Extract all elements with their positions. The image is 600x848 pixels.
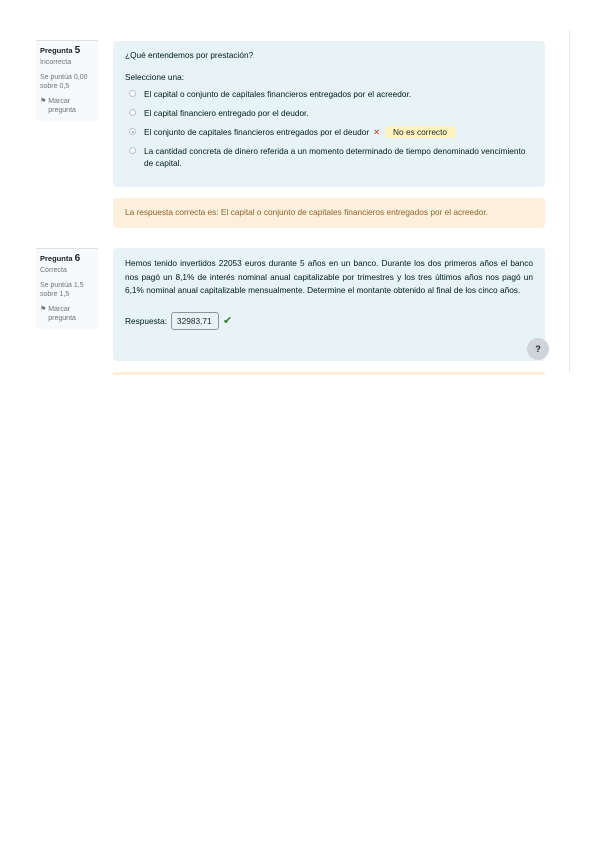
question-number-value: 6 [74,253,81,264]
answer-prompt: Seleccione una: [125,72,185,82]
correct-check-icon: ✔ [222,315,233,327]
answer-row [125,312,533,330]
flag-question-label: Marcar pregunta [48,306,76,322]
incorrect-icon: ✕ [373,127,381,137]
right-answer-text: La respuesta correcta es: El capital o conjunto de capitales financieros entregados por el acreedor. [125,207,488,217]
option-label: El capital financiero entregado por el deudor. [144,108,309,118]
answer-label: Respuesta: [125,315,167,326]
question-text: ¿Qué entendemos por prestación? [125,50,254,60]
question-6-formulation [113,248,545,361]
question-grade: Se puntúa 1,5 sobre 1,5 [40,282,84,298]
question-5-info [36,40,98,121]
answer-option-c[interactable] [129,126,533,138]
question-state: Correcta [40,267,67,274]
radio-button[interactable] [129,109,136,116]
flag-question-link[interactable] [40,97,95,115]
next-feedback-strip [113,372,545,375]
question-icon: ? [535,344,541,354]
question-state: Incorrecta [40,59,72,66]
answer-option-d[interactable] [129,145,533,169]
option-label: El capital o conjunto de capitales financieros entregados por el acreedor. [144,89,412,99]
answer-input[interactable] [171,312,219,330]
flag-icon: ⚑ [40,98,47,105]
question-text: Hemos tenido invertidos 22053 euros durante 5 años en un banco. Durante los dos primeros años el banco nos pagó un 8,1% de interés nominal anual capitalizable por trimestres y los tres últimos años nos pagó un 6,1% nominal anual capitalizable mensualmente. Determine el montante obtenido al final de los cinco años. [125,258,533,295]
question-number-value: 5 [74,45,81,56]
page-edge-line [569,30,570,372]
right-answer-feedback [113,198,545,228]
radio-button[interactable] [129,90,136,97]
question-number [40,253,95,264]
question-5-formulation [113,41,545,187]
help-question-button[interactable] [527,338,549,360]
radio-button-selected[interactable] [129,128,136,135]
flag-icon: ⚑ [40,306,47,313]
option-label: La cantidad concreta de dinero referida a un momento determinado de tiempo denominado vencimiento de capital. [144,146,526,168]
question-label: Pregunta [40,254,73,263]
question-number [40,45,95,56]
answer-option-b[interactable] [129,107,533,119]
question-grade: Se puntúa 0,00 sobre 0,5 [40,74,88,90]
radio-button[interactable] [129,147,136,154]
flag-question-label: Marcar pregunta [48,98,76,114]
question-label: Pregunta [40,46,73,55]
option-label: El conjunto de capitales financieros entregados por el deudor [144,127,370,137]
incorrect-badge: No es correcto [385,126,455,138]
flag-question-link[interactable] [40,305,95,323]
question-6-info [36,248,98,329]
answer-option-a[interactable] [129,88,533,100]
